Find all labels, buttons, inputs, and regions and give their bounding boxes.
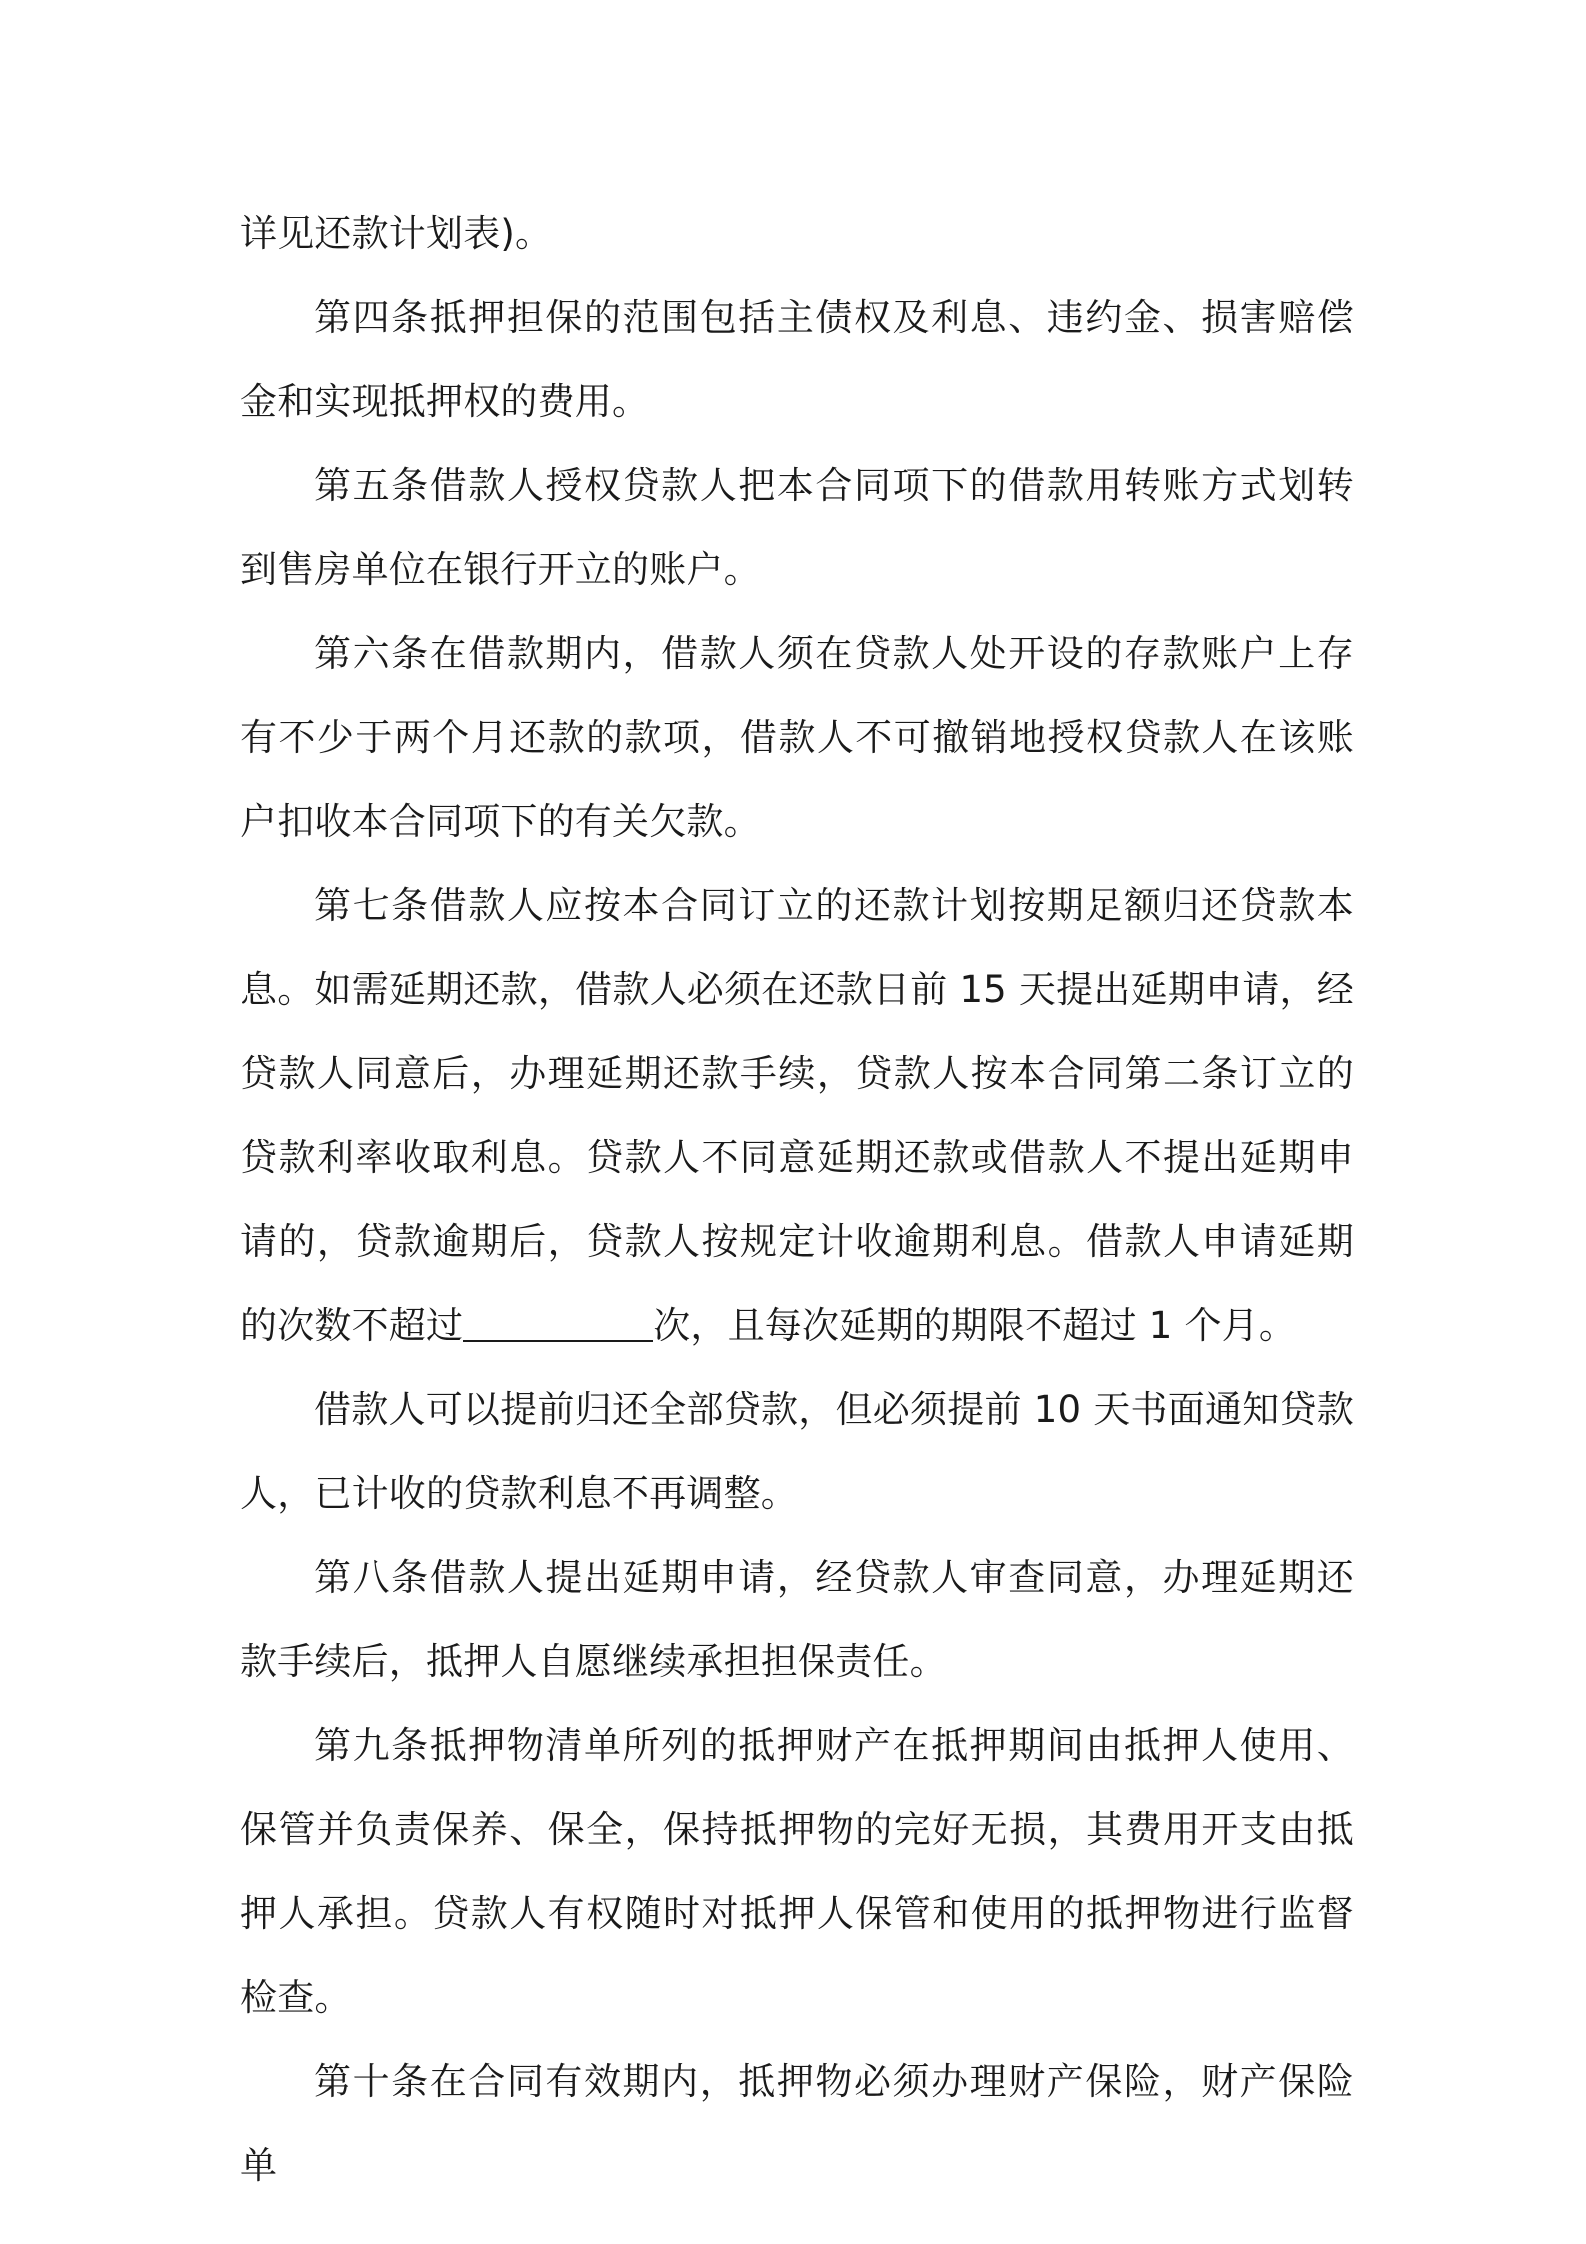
- paragraph-article-4: 第四条抵押担保的范围包括主债权及利息、违约金、损害赔偿金和实现抵押权的费用。: [240, 296, 1354, 423]
- paragraph-article-10: 第十条在合同有效期内，抵押物必须办理财产保险，财产保险单: [240, 2060, 1354, 2187]
- article-7-text-after-blank: 次，且每次延期的期限不超过 1 个月。: [653, 1304, 1297, 1347]
- extension-count-blank: [463, 1304, 653, 1342]
- paragraph-article-7: [240, 864, 1354, 1368]
- paragraph-article-9: 第九条抵押物清单所列的抵押财产在抵押期间由抵押人使用、保管并负责保养、保全，保持抵押物的完好无损，其费用开支由抵押人承担。贷款人有权随时对抵押人保管和使用的抵押物进行监督检查。: [240, 1724, 1354, 2019]
- paragraph-repayment-schedule-ref: 详见还款计划表)。: [240, 212, 553, 255]
- paragraph-early-repayment: 借款人可以提前归还全部贷款，但必须提前 10 天书面通知贷款人，已计收的贷款利息不再调整。: [240, 1388, 1354, 1515]
- paragraph-article-6: 第六条在借款期内，借款人须在贷款人处开设的存款账户上存有不少于两个月还款的款项，借款人不可撤销地授权贷款人在该账户扣收本合同项下的有关欠款。: [240, 632, 1354, 843]
- paragraph-article-8: 第八条借款人提出延期申请，经贷款人审查同意，办理延期还款手续后，抵押人自愿继续承担担保责任。: [240, 1556, 1354, 1683]
- article-7-text-before-blank: 第七条借款人应按本合同订立的还款计划按期足额归还贷款本息。如需延期还款，借款人必须在还款日前 15 天提出延期申请，经贷款人同意后，办理延期还款手续，贷款人按本合同第二条订立的贷款利率收取利息。贷款人不同意延期还款或借款人不提出延期申请的，贷款逾期后，贷款人按规定计收逾期利息。借款人申请延期的次数不超过: [240, 884, 1354, 1347]
- document-body: [240, 192, 1354, 2208]
- paragraph-article-5: 第五条借款人授权贷款人把本合同项下的借款用转账方式划转到售房单位在银行开立的账户。: [240, 464, 1354, 591]
